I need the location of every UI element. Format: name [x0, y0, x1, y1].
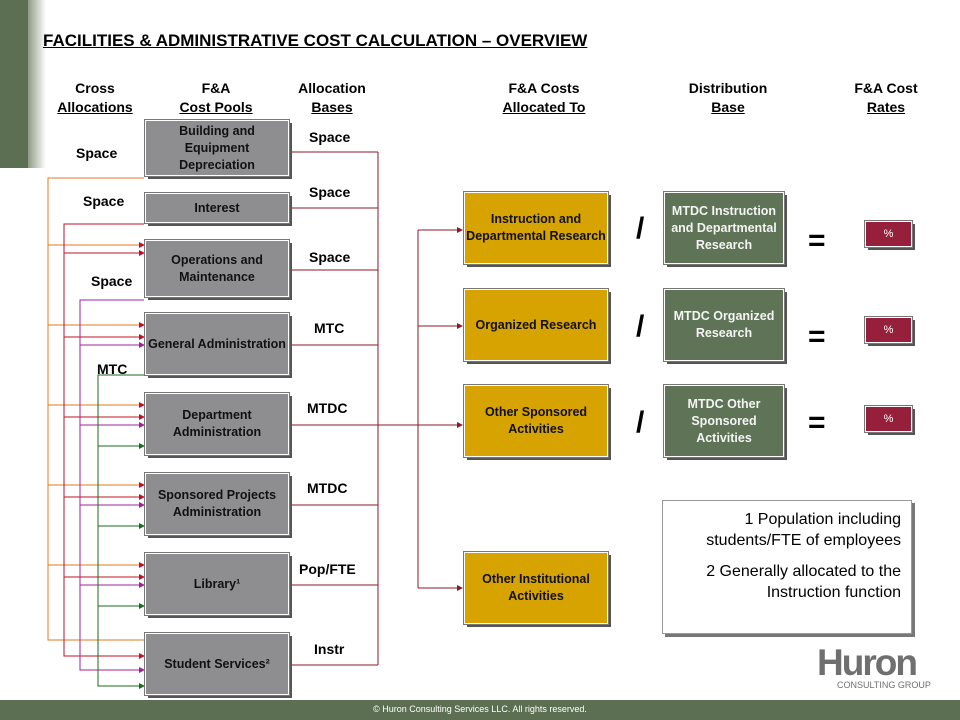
- huron-logo: [815, 642, 935, 693]
- footnote-1: 1 Population including students/FTE of employees: [706, 511, 901, 549]
- base-library: Pop/FTE: [299, 561, 356, 577]
- footnote-2: 2 Generally allocated to the Instruction function: [706, 563, 901, 601]
- pool-general-administration: General Administration: [145, 313, 289, 375]
- pool-student-services: Student Services²: [145, 633, 289, 695]
- allocated-other-sponsored: Other Sponsored Activities: [464, 385, 608, 457]
- copyright-text: © Huron Consulting Services LLC. All rights reserved.: [373, 704, 587, 714]
- pool-library: Library¹: [145, 553, 289, 615]
- pool-sponsored-projects-administration: Sponsored Projects Administration: [145, 473, 289, 535]
- header-cross-allocations: Cross Allocations: [57, 80, 133, 115]
- header-costs-allocated-to: F&A Costs Allocated To: [502, 80, 586, 115]
- equals-operator-3: =: [808, 406, 826, 439]
- pool-interest: Interest: [145, 193, 289, 223]
- distribution-mtdc-instruction: MTDC Instruction and Departmental Research: [664, 192, 784, 264]
- base-building: Space: [309, 129, 351, 145]
- allocated-instruction: Instruction and Departmental Research: [464, 192, 608, 264]
- header-cost-pools: F&A Cost Pools: [179, 80, 253, 115]
- base-sponsored-admin: MTDC: [307, 480, 348, 496]
- rate-other-sponsored: %: [865, 406, 912, 432]
- rate-instruction: %: [865, 221, 912, 247]
- footnotes-box: [662, 500, 912, 634]
- allocated-other-institutional: Other Institutional Activities: [464, 552, 608, 624]
- cross-label-space-3: Space: [91, 273, 133, 289]
- distribution-mtdc-organized-research: MTDC Organized Research: [664, 289, 784, 361]
- header-cost-rates: F&A Cost Rates: [854, 80, 918, 115]
- header-allocation-bases: Allocation Bases: [298, 80, 366, 115]
- base-department-admin: MTDC: [307, 400, 348, 416]
- cross-label-space-1: Space: [76, 145, 118, 161]
- pool-operations-maintenance: Operations and Maintenance: [145, 240, 289, 297]
- base-general-admin: MTC: [314, 320, 345, 336]
- cross-label-mtc: MTC: [97, 361, 128, 377]
- base-operations: Space: [309, 249, 351, 265]
- footer-bar: [0, 700, 960, 720]
- page-title: FACILITIES & ADMINISTRATIVE COST CALCULATION – OVERVIEW: [43, 31, 588, 50]
- pool-department-administration: Department Administration: [145, 393, 289, 455]
- cross-label-space-2: Space: [83, 193, 125, 209]
- divide-operator-2: /: [636, 310, 645, 343]
- distribution-mtdc-other-sponsored: MTDC Other Sponsored Activities: [664, 385, 784, 457]
- equals-operator-1: =: [808, 224, 826, 257]
- allocated-organized-research: Organized Research: [464, 289, 608, 361]
- base-student-services: Instr: [314, 641, 345, 657]
- divide-operator-3: /: [636, 406, 645, 439]
- equals-operator-2: =: [808, 320, 826, 353]
- divide-operator-1: /: [636, 212, 645, 245]
- logo-wordmark: Huron: [817, 642, 916, 683]
- pool-building-depreciation: Building and Equipment Depreciation: [145, 120, 289, 176]
- rate-organized-research: %: [865, 317, 912, 343]
- header-distribution-base: Distribution Base: [688, 80, 768, 115]
- base-interest: Space: [309, 184, 351, 200]
- logo-subtitle: CONSULTING GROUP: [837, 680, 931, 690]
